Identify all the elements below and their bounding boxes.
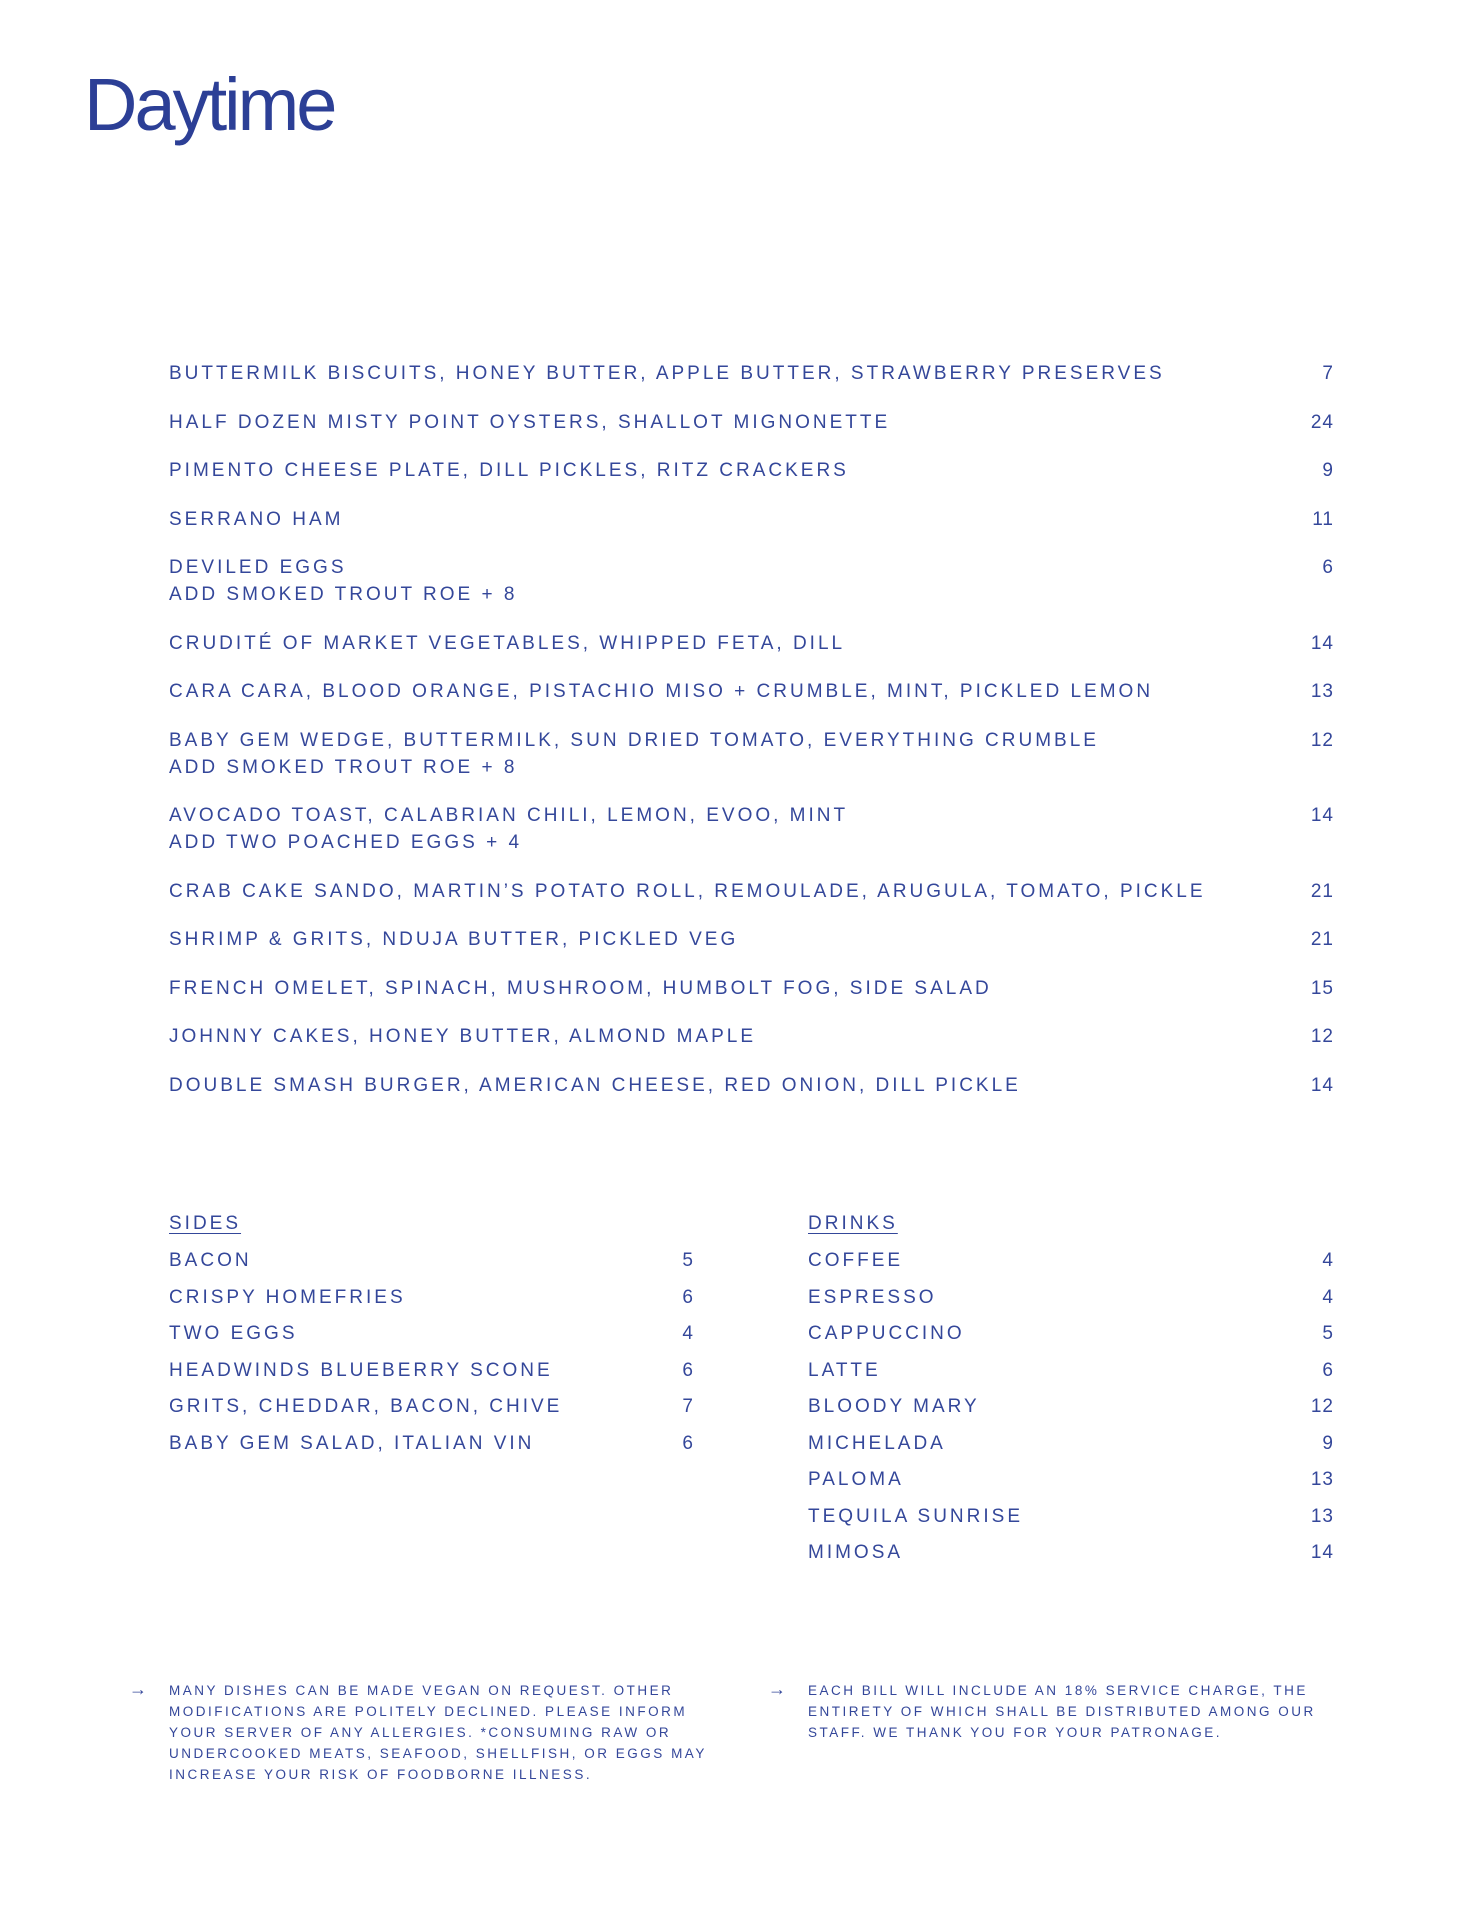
drink-item-price: 5 xyxy=(1322,1323,1334,1344)
menu-item-price: 21 xyxy=(1310,929,1334,950)
allergy-note: MANY DISHES CAN BE MADE VEGAN ON REQUEST. OTHER MODIFICATIONS ARE POLITELY DECLINED. PLEASE INFORM YOUR SERVER OF ANY ALLERGIES. *CONSUMING RAW OR UNDERCOOKED MEATS, SEAFOOD, SHELLFISH, OR EGGS MAY INCREASE YOUR RISK OF FOODBORNE ILLNESS. xyxy=(169,1683,707,1782)
menu-item-price: 14 xyxy=(1310,805,1334,826)
drink-item-name: TEQUILA SUNRISE xyxy=(808,1505,1023,1527)
menu-item xyxy=(169,727,1334,781)
menu-item-name: SHRIMP & GRITS, NDUJA BUTTER, PICKLED VEG xyxy=(169,929,739,950)
menu-item-addon: ADD TWO POACHED EGGS + 4 xyxy=(169,832,523,853)
menu-item xyxy=(169,975,1334,1002)
side-item-name: GRITS, CHEDDAR, BACON, CHIVE xyxy=(169,1396,563,1417)
drinks-heading: DRINKS xyxy=(808,1213,898,1234)
drink-item xyxy=(808,1468,1334,1492)
side-item-name: HEADWINDS BLUEBERRY SCONE xyxy=(169,1359,553,1381)
side-item xyxy=(169,1249,694,1273)
menu-item xyxy=(169,926,1334,953)
side-item-name: BABY GEM SALAD, ITALIAN VIN xyxy=(169,1432,535,1454)
menu-item xyxy=(169,506,1334,533)
side-item xyxy=(169,1359,694,1383)
menu-item-addon: ADD SMOKED TROUT ROE + 8 xyxy=(169,584,518,605)
menu-item-price: 21 xyxy=(1310,880,1334,902)
side-item xyxy=(169,1395,694,1419)
drink-item-name: LATTE xyxy=(808,1359,881,1381)
drink-item-name: PALOMA xyxy=(808,1469,904,1490)
drink-item xyxy=(808,1249,1334,1273)
side-item xyxy=(169,1286,694,1310)
menu-item-description xyxy=(169,926,738,953)
menu-item-name: CRAB CAKE SANDO, MARTIN’S POTATO ROLL, REMOULADE, ARUGULA, TOMATO, PICKLE xyxy=(169,880,1206,902)
menu-item xyxy=(169,1023,1334,1050)
menu-item-description xyxy=(169,678,1153,705)
menu-item xyxy=(169,409,1334,436)
arrow-right-icon: → xyxy=(768,1679,786,1699)
menu-item-name: HALF DOZEN MISTY POINT OYSTERS, SHALLOT MIGNONETTE xyxy=(169,411,891,433)
menu-item-name: CARA CARA, BLOOD ORANGE, PISTACHIO MISO + CRUMBLE, MINT, PICKLED LEMON xyxy=(169,681,1154,702)
menu-item-price: 7 xyxy=(1322,363,1334,384)
menu-item-description xyxy=(169,878,1206,905)
side-item-price: 6 xyxy=(682,1432,694,1454)
side-item-price: 6 xyxy=(682,1286,694,1308)
menu-item-price: 6 xyxy=(1322,557,1334,578)
side-item-name: TWO EGGS xyxy=(169,1323,298,1344)
drink-item-price: 13 xyxy=(1310,1505,1334,1527)
menu-item-description xyxy=(169,1023,756,1050)
menu-item-price: 14 xyxy=(1310,1074,1334,1096)
drink-item xyxy=(808,1541,1334,1565)
side-item-name: BACON xyxy=(169,1250,252,1271)
drink-item-price: 9 xyxy=(1322,1432,1334,1454)
side-item xyxy=(169,1432,694,1456)
menu-item-name: SERRANO HAM xyxy=(169,508,344,530)
side-item-price: 5 xyxy=(682,1250,694,1271)
menu-item-description xyxy=(169,360,1165,387)
drinks-section xyxy=(808,1212,1334,1578)
menu-item-description xyxy=(169,727,1099,781)
menu-item-name: BUTTERMILK BISCUITS, HONEY BUTTER, APPLE BUTTER, STRAWBERRY PRESERVES xyxy=(169,363,1165,384)
drink-item-name: MICHELADA xyxy=(808,1432,946,1454)
menu-item xyxy=(169,630,1334,657)
menu-item-description xyxy=(169,802,848,856)
menu-item xyxy=(169,878,1334,905)
side-item-price: 4 xyxy=(682,1323,694,1344)
drink-item-price: 12 xyxy=(1310,1396,1334,1417)
sides-section xyxy=(169,1212,694,1468)
menu-item-name: FRENCH OMELET, SPINACH, MUSHROOM, HUMBOLT FOG, SIDE SALAD xyxy=(169,977,992,999)
drinks-list xyxy=(808,1249,1334,1565)
drink-item-name: ESPRESSO xyxy=(808,1286,937,1308)
drink-item-price: 4 xyxy=(1322,1250,1334,1271)
page-title: Daytime xyxy=(84,63,335,146)
drink-item-price: 14 xyxy=(1310,1542,1334,1563)
side-item-price: 7 xyxy=(682,1396,694,1417)
side-item-name: CRISPY HOMEFRIES xyxy=(169,1286,406,1308)
drink-item xyxy=(808,1359,1334,1383)
menu-item-description xyxy=(169,506,343,533)
menu-item-description xyxy=(169,409,890,436)
menu-item-name: CRUDITÉ OF MARKET VEGETABLES, WHIPPED FETA, DILL xyxy=(169,632,846,654)
menu-item-price: 13 xyxy=(1310,681,1334,702)
side-item-price: 6 xyxy=(682,1359,694,1381)
drink-item-name: CAPPUCCINO xyxy=(808,1323,965,1344)
menu-item-name: DOUBLE SMASH BURGER, AMERICAN CHEESE, RED ONION, DILL PICKLE xyxy=(169,1074,1021,1096)
menu-item xyxy=(169,802,1334,856)
drink-item xyxy=(808,1286,1334,1310)
menu-item-price: 14 xyxy=(1310,632,1334,654)
menu-item-price: 12 xyxy=(1310,729,1334,751)
drink-item-name: MIMOSA xyxy=(808,1542,904,1563)
drink-item-name: BLOODY MARY xyxy=(808,1396,980,1417)
menu-item-name: DEVILED EGGS xyxy=(169,557,347,578)
drink-item-price: 13 xyxy=(1310,1469,1334,1490)
drink-item xyxy=(808,1505,1334,1529)
menu-item-description xyxy=(169,975,992,1002)
drink-item xyxy=(808,1395,1334,1419)
sides-list xyxy=(169,1249,694,1456)
menu-item-description xyxy=(169,1072,1021,1099)
drink-item xyxy=(808,1322,1334,1346)
menu-item xyxy=(169,554,1334,608)
menu-item-price: 15 xyxy=(1310,977,1334,999)
menu-item xyxy=(169,678,1334,705)
menu-item-description xyxy=(169,457,849,484)
menu-item-price: 9 xyxy=(1322,460,1334,481)
drink-item-name: COFFEE xyxy=(808,1250,904,1271)
menu-item-name: JOHNNY CAKES, HONEY BUTTER, ALMOND MAPLE xyxy=(169,1026,757,1047)
main-menu-list xyxy=(169,360,1334,1120)
side-item xyxy=(169,1322,694,1346)
menu-item-name: AVOCADO TOAST, CALABRIAN CHILI, LEMON, EVOO, MINT xyxy=(169,805,849,826)
drink-item xyxy=(808,1432,1334,1456)
menu-item xyxy=(169,360,1334,387)
menu-item xyxy=(169,457,1334,484)
drink-item-price: 6 xyxy=(1322,1359,1334,1381)
menu-item-description xyxy=(169,554,517,608)
menu-item-name: PIMENTO CHEESE PLATE, DILL PICKLES, RITZ CRACKERS xyxy=(169,460,849,481)
menu-item-description xyxy=(169,630,845,657)
drink-item-price: 4 xyxy=(1322,1286,1334,1308)
menu-item-price: 11 xyxy=(1312,508,1334,530)
menu-item-addon: ADD SMOKED TROUT ROE + 8 xyxy=(169,756,518,778)
menu-item-price: 12 xyxy=(1310,1026,1334,1047)
menu-item xyxy=(169,1072,1334,1099)
service-charge-note: EACH BILL WILL INCLUDE AN 18% SERVICE CHARGE, THE ENTIRETY OF WHICH SHALL BE DISTRIBUTED AMONG OUR STAFF. WE THANK YOU FOR YOUR PATRONAGE. xyxy=(808,1683,1316,1740)
menu-item-price: 24 xyxy=(1310,411,1334,433)
arrow-right-icon: → xyxy=(129,1679,147,1699)
menu-item-name: BABY GEM WEDGE, BUTTERMILK, SUN DRIED TOMATO, EVERYTHING CRUMBLE xyxy=(169,729,1099,751)
sides-heading: SIDES xyxy=(169,1213,242,1234)
